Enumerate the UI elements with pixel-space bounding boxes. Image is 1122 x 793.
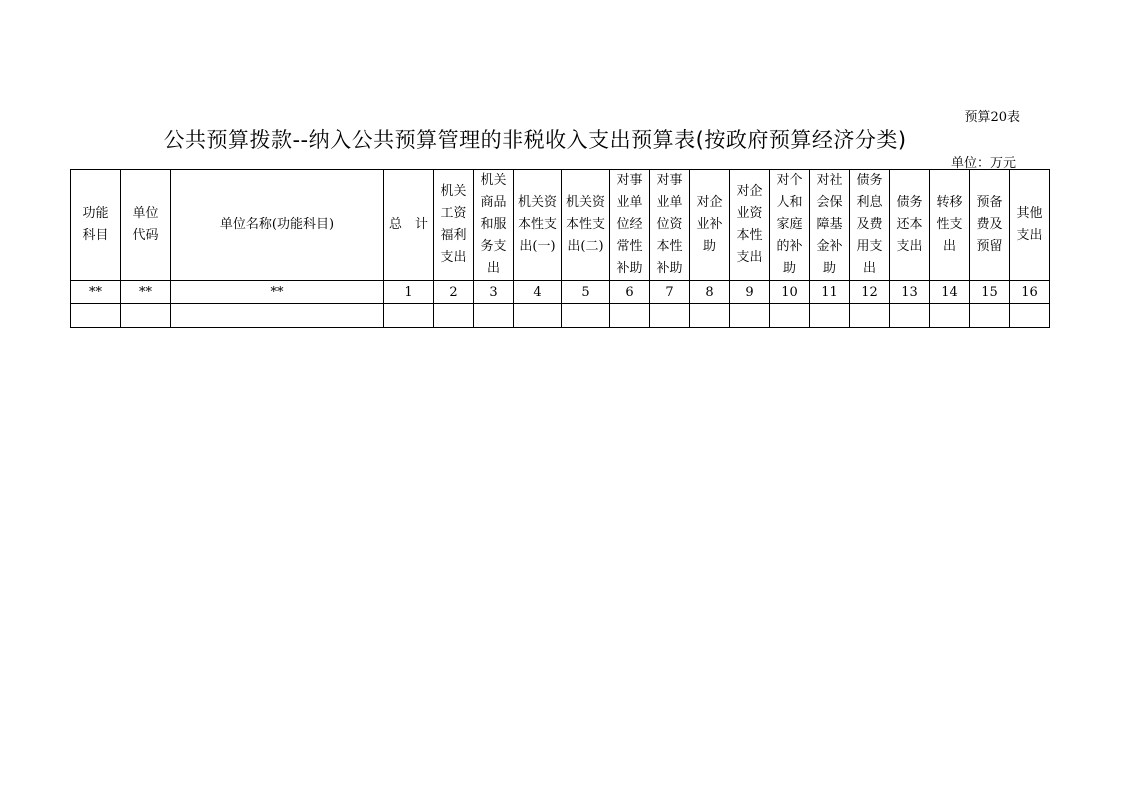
data-cell bbox=[730, 304, 770, 328]
code-cell: 9 bbox=[730, 281, 770, 304]
header-cell: 机关资 本性支 出(二) bbox=[562, 170, 610, 281]
empty-data-row bbox=[71, 304, 1050, 328]
code-cell: ** bbox=[71, 281, 121, 304]
header-cell: 债务 还本 支出 bbox=[890, 170, 930, 281]
data-cell bbox=[930, 304, 970, 328]
data-cell bbox=[650, 304, 690, 328]
data-cell bbox=[810, 304, 850, 328]
code-cell: 7 bbox=[650, 281, 690, 304]
header-cell: 其他 支出 bbox=[1010, 170, 1050, 281]
form-number: 预算20表 bbox=[964, 110, 1020, 125]
unit-label: 单位：万元 bbox=[950, 156, 1016, 171]
header-cell: 机关 工资 福利 支出 bbox=[434, 170, 474, 281]
header-cell: 功能 科目 bbox=[71, 170, 121, 281]
budget-table bbox=[70, 169, 1050, 328]
code-cell: 6 bbox=[610, 281, 650, 304]
code-cell: 10 bbox=[770, 281, 810, 304]
code-cell: 11 bbox=[810, 281, 850, 304]
data-cell bbox=[474, 304, 514, 328]
header-cell: 对社 会保 障基 金补 助 bbox=[810, 170, 850, 281]
header-cell: 债务 利息 及费 用支 出 bbox=[850, 170, 890, 281]
data-cell bbox=[850, 304, 890, 328]
data-cell bbox=[562, 304, 610, 328]
code-cell: 3 bbox=[474, 281, 514, 304]
code-cell: 8 bbox=[690, 281, 730, 304]
data-cell bbox=[171, 304, 384, 328]
data-cell bbox=[890, 304, 930, 328]
code-cell: 5 bbox=[562, 281, 610, 304]
data-cell bbox=[434, 304, 474, 328]
header-cell: 对事 业单 位经 常性 补助 bbox=[610, 170, 650, 281]
code-cell: 12 bbox=[850, 281, 890, 304]
data-cell bbox=[384, 304, 434, 328]
data-cell bbox=[514, 304, 562, 328]
code-cell: 14 bbox=[930, 281, 970, 304]
data-cell bbox=[690, 304, 730, 328]
code-cell: 1 bbox=[384, 281, 434, 304]
header-cell: 单位名称(功能科目) bbox=[171, 170, 384, 281]
header-cell: 机关 商品 和服 务支 出 bbox=[474, 170, 514, 281]
data-cell bbox=[770, 304, 810, 328]
code-cell: 16 bbox=[1010, 281, 1050, 304]
header-cell: 单位 代码 bbox=[121, 170, 171, 281]
header-cell: 对事 业单 位资 本性 补助 bbox=[650, 170, 690, 281]
data-cell bbox=[121, 304, 171, 328]
code-cell: 4 bbox=[514, 281, 562, 304]
code-cell: 15 bbox=[970, 281, 1010, 304]
page-title: 公共预算拨款--纳入公共预算管理的非税收入支出预算表(按政府预算经济分类) bbox=[163, 128, 907, 152]
header-cell: 总 计 bbox=[384, 170, 434, 281]
data-cell bbox=[1010, 304, 1050, 328]
data-cell bbox=[71, 304, 121, 328]
header-cell: 转移 性支 出 bbox=[930, 170, 970, 281]
header-cell: 对企 业补 助 bbox=[690, 170, 730, 281]
data-cell bbox=[610, 304, 650, 328]
column-number-row bbox=[71, 281, 1050, 304]
header-cell: 预备 费及 预留 bbox=[970, 170, 1010, 281]
code-cell: ** bbox=[121, 281, 171, 304]
code-cell: 2 bbox=[434, 281, 474, 304]
header-row bbox=[71, 170, 1050, 281]
code-cell: 13 bbox=[890, 281, 930, 304]
code-cell: ** bbox=[171, 281, 384, 304]
data-cell bbox=[970, 304, 1010, 328]
header-cell: 机关资 本性支 出(一) bbox=[514, 170, 562, 281]
header-cell: 对个 人和 家庭 的补 助 bbox=[770, 170, 810, 281]
header-cell: 对企 业资 本性 支出 bbox=[730, 170, 770, 281]
